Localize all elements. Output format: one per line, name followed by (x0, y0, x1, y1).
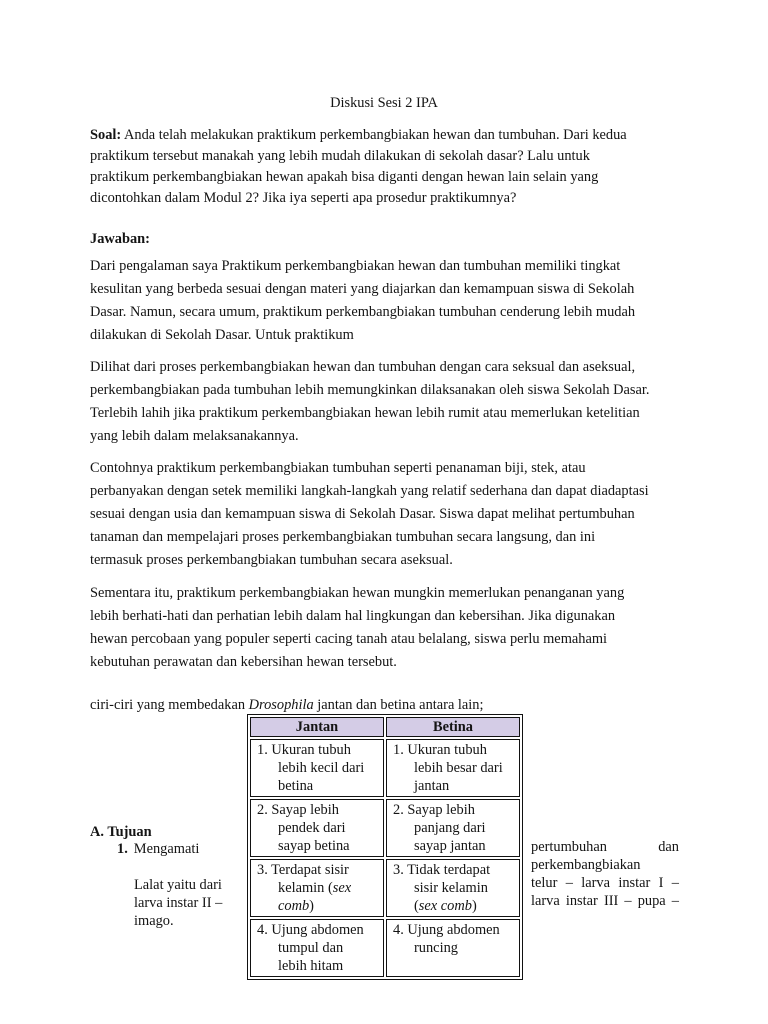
paragraph-line: kesulitan yang berbeda sesuai dengan materi yang diajarkan dan kemampuan siswa di Sekolah (90, 281, 635, 297)
cell-line: lebih kecil dari (278, 760, 365, 776)
traits-intro-before: ciri-ciri yang membedakan (90, 697, 249, 713)
question-line: praktikum tersebut manakah yang lebih mudah dilakukan di sekolah dasar? Lalu untuk (90, 148, 590, 164)
text-line: imago. (134, 913, 174, 929)
paragraph-line: Dari pengalaman saya Praktikum perkembangbiakan hewan dan tumbuhan memiliki tingkat (90, 258, 621, 274)
cell-line: panjang dari (414, 820, 486, 836)
cell-line: 3. Terdapat sisir (257, 862, 349, 878)
tujuan-left-text (134, 876, 238, 930)
question-line: Anda telah melakukan praktikum perkembangbiakan hewan dan tumbuhan. Dari kedua (121, 127, 627, 143)
header-jantan: Jantan (250, 717, 384, 737)
paragraph-line: Contohnya praktikum perkembangbiakan tumbuhan seperti penanaman biji, stek, atau (90, 460, 586, 476)
question-block (90, 125, 690, 209)
cell-text: ) (309, 898, 314, 914)
text-line: larva instar II – (134, 895, 223, 911)
cell-line: 1. Ukuran tubuh (393, 742, 487, 758)
paragraph-line: yang lebih dalam melaksanakannya. (90, 428, 299, 444)
text-line: Lalat yaitu dari (134, 877, 222, 893)
cell-betina (386, 739, 520, 797)
cell-betina (386, 859, 520, 917)
cell-line: lebih hitam (278, 958, 344, 974)
paragraph-line: perkembangbiakan pada tumbuhan lebih memungkinkan dilaksanakan oleh siswa Sekolah Dasar. (90, 382, 650, 398)
text-line: pertumbuhan dan (531, 839, 679, 855)
paragraph-line: dilakukan di Sekolah Dasar. Untuk praktikum (90, 327, 354, 343)
item-number: 1. (117, 841, 128, 857)
document-title: Diskusi Sesi 2 IPA (330, 95, 438, 111)
paragraph-line: Terlebih lahih jika praktikum perkembangbiakan hewan lebih rumit atau memerlukan ketelitian (90, 405, 640, 421)
paragraph-line: tanaman dan mempelajari proses perkembangbiakan tumbuhan secara langsung, dan ini (90, 529, 596, 545)
cell-line: sayap betina (278, 838, 350, 854)
traits-intro-after: jantan dan betina antara lain; (313, 697, 484, 713)
cell-line: runcing (414, 940, 458, 956)
cell-line: tumpul dan (278, 940, 344, 956)
table-row (250, 919, 520, 977)
cell-italic: comb (278, 898, 310, 914)
cell-line: sayap jantan (414, 838, 486, 854)
paragraph-line: termasuk proses perkembangbiakan tumbuhan secara aseksual. (90, 552, 453, 568)
cell-line: sisir kelamin (414, 880, 488, 896)
answer-paragraph-4 (90, 582, 686, 674)
answer-paragraph-1 (90, 255, 686, 347)
cell-jantan (250, 799, 384, 857)
header-betina: Betina (386, 717, 520, 737)
cell-text: ( (414, 898, 419, 914)
paragraph-line: Dilihat dari proses perkembangbiakan hewan dan tumbuhan dengan cara seksual dan aseksual, (90, 359, 636, 375)
cell-line: jantan (414, 778, 450, 794)
cell-line: 1. Ukuran tubuh (257, 742, 351, 758)
tujuan-right-text (531, 838, 679, 910)
cell-line: 4. Ujung abdomen (393, 922, 500, 938)
cell-line: lebih besar dari (414, 760, 503, 776)
traits-table (247, 714, 523, 980)
paragraph-line: perbanyakan dengan setek memiliki langkah-langkah yang relatif sederhana dan dapat diadaptasi (90, 483, 649, 499)
cell-betina (386, 799, 520, 857)
table-row (250, 739, 520, 797)
cell-text: kelamin ( (278, 880, 333, 896)
cell-jantan (250, 919, 384, 977)
cell-line (257, 897, 379, 915)
cell-line: betina (278, 778, 314, 794)
question-line: praktikum perkembangbiakan hewan apakah bisa diganti dengan hewan lain selain yang (90, 169, 599, 185)
paragraph-line: lebih berhati-hati dan perhatian lebih dalam hal lingkungan dan kebersihan. Jika digunakan (90, 608, 616, 624)
cell-line: 2. Sayap lebih (257, 802, 339, 818)
cell-line: 2. Sayap lebih (393, 802, 475, 818)
text-line: telur – larva instar I – (531, 875, 679, 891)
answer-paragraph-2 (90, 356, 686, 448)
cell-italic: sex comb (418, 898, 472, 914)
paragraph-line: Dasar. Namun, secara umum, praktikum perkembangbiakan tumbuhan cenderung lebih mudah (90, 304, 636, 320)
item-text: Mengamati (133, 841, 200, 857)
section-heading-tujuan: A. Tujuan (90, 824, 152, 840)
question-line: dicontohkan dalam Modul 2? Jika iya seperti apa prosedur praktikumnya? (90, 190, 517, 206)
tujuan-item-1 (117, 838, 199, 861)
table-header-row (250, 717, 520, 737)
paragraph-line: kebutuhan perawatan dan kebersihan hewan tersebut. (90, 654, 397, 670)
cell-line: pendek dari (278, 820, 346, 836)
cell-betina (386, 919, 520, 977)
table-row (250, 859, 520, 917)
table-row (250, 799, 520, 857)
text-line: larva instar III – pupa – (531, 893, 679, 909)
cell-line (393, 897, 515, 915)
text-line: perkembangbiakan (531, 857, 641, 873)
cell-line: 4. Ujung abdomen (257, 922, 364, 938)
species-name: Drosophila (248, 697, 314, 713)
cell-jantan (250, 739, 384, 797)
answer-paragraph-3 (90, 457, 686, 572)
cell-jantan (250, 859, 384, 917)
cell-line (257, 879, 379, 897)
question-label: Soal: (90, 127, 122, 143)
answer-heading: Jawaban: (90, 231, 150, 247)
cell-line: 3. Tidak terdapat (393, 862, 491, 878)
paragraph-line: Sementara itu, praktikum perkembangbiakan hewan mungkin memerlukan penanganan yang (90, 585, 625, 601)
cell-text: ) (471, 898, 477, 914)
cell-italic: sex (332, 880, 352, 896)
paragraph-line: sesuai dengan usia dan kemampuan siswa di Sekolah Dasar. Siswa dapat melihat pertumbuhan (90, 506, 635, 522)
paragraph-line: hewan percobaan yang populer seperti cacing tanah atau belalang, siswa perlu memahami (90, 631, 608, 647)
